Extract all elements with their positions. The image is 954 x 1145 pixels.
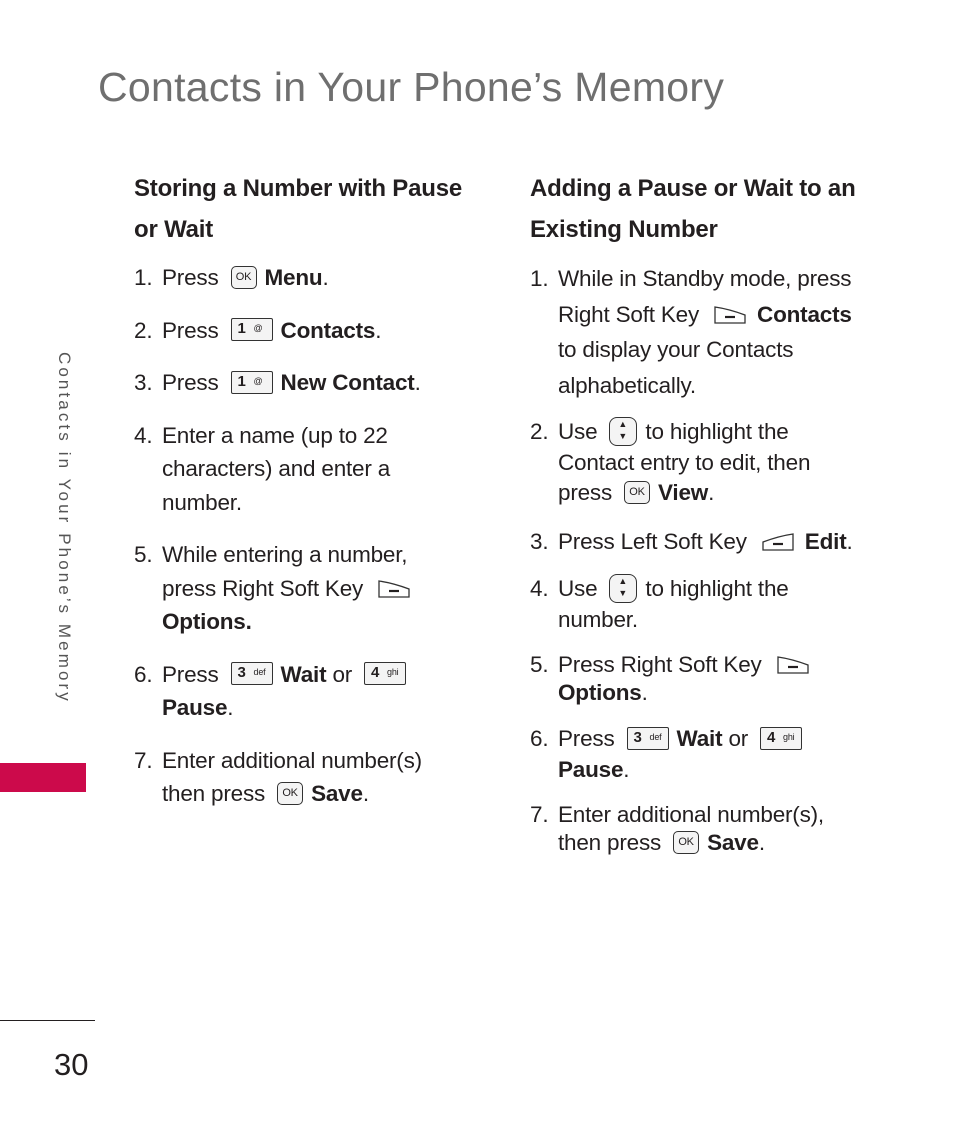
right-section-heading: Adding a Pause or Wait to an Existing Number bbox=[530, 175, 856, 243]
step-4: 4. Enter a name (up to 22 characters) and enter a number. bbox=[134, 422, 391, 515]
step-6: 6. Press 3 def Wait or 4 ghi Pause. bbox=[530, 723, 875, 785]
step-5: 5. While entering a number, press Right Soft Key Options. bbox=[134, 538, 484, 639]
step-1: 1. Press OK Menu. bbox=[134, 265, 329, 290]
navigation-key-icon: ▲ ▼ bbox=[609, 574, 637, 603]
left-section bbox=[134, 168, 484, 811]
key-1-icon: 1 @ bbox=[231, 371, 273, 394]
step-1: 1. While in Standby mode, press Right Soft Key Contacts to display your Contacts alphabetically. bbox=[530, 266, 852, 398]
key-3-icon: 3 def bbox=[627, 727, 669, 750]
key-3-icon: 3 def bbox=[231, 662, 273, 685]
ok-key-icon: OK bbox=[277, 782, 303, 805]
navigation-key-icon: ▲ ▼ bbox=[609, 417, 637, 446]
page-title: Contacts in Your Phone’s Memory bbox=[98, 64, 725, 110]
key-1-icon: 1 @ bbox=[231, 318, 273, 341]
left-section-heading: Storing a Number with Pause or Wait bbox=[134, 175, 462, 243]
ok-key-icon: OK bbox=[624, 481, 650, 504]
left-soft-key-icon bbox=[761, 530, 795, 552]
ok-key-icon: OK bbox=[673, 831, 699, 854]
step-6: 6. Press 3 def Wait or 4 ghi Pause. bbox=[134, 658, 484, 725]
right-soft-key-icon bbox=[713, 303, 747, 325]
section-tab-marker bbox=[0, 763, 86, 792]
right-section bbox=[530, 168, 875, 857]
key-4-icon: 4 ghi bbox=[760, 727, 802, 750]
step-7: 7. Enter additional number(s), then press OK Save. bbox=[530, 802, 824, 856]
footer-divider bbox=[0, 1020, 95, 1021]
key-4-icon: 4 ghi bbox=[364, 662, 406, 685]
step-7: 7. Enter additional number(s) then press OK Save. bbox=[134, 747, 422, 806]
step-2: 2. Use ▲ ▼ to highlight the Contact entry to edit, then press OK View. bbox=[530, 418, 811, 506]
right-soft-key-icon bbox=[377, 577, 411, 599]
page-number: 30 bbox=[54, 1047, 89, 1082]
step-3: 3. Press 1 @ New Contact. bbox=[134, 370, 421, 395]
step-2: 2. Press 1 @ Contacts. bbox=[134, 317, 382, 343]
right-soft-key-icon bbox=[776, 653, 810, 675]
side-section-label: Contacts in Your Phone’s Memory bbox=[55, 352, 74, 704]
step-4: 4. Use ▲ ▼ to highlight the number. bbox=[530, 575, 789, 632]
ok-key-icon: OK bbox=[231, 266, 257, 289]
step-5: 5. Press Right Soft Key Options. bbox=[530, 651, 875, 707]
step-3: 3. Press Left Soft Key Edit. bbox=[530, 528, 853, 554]
